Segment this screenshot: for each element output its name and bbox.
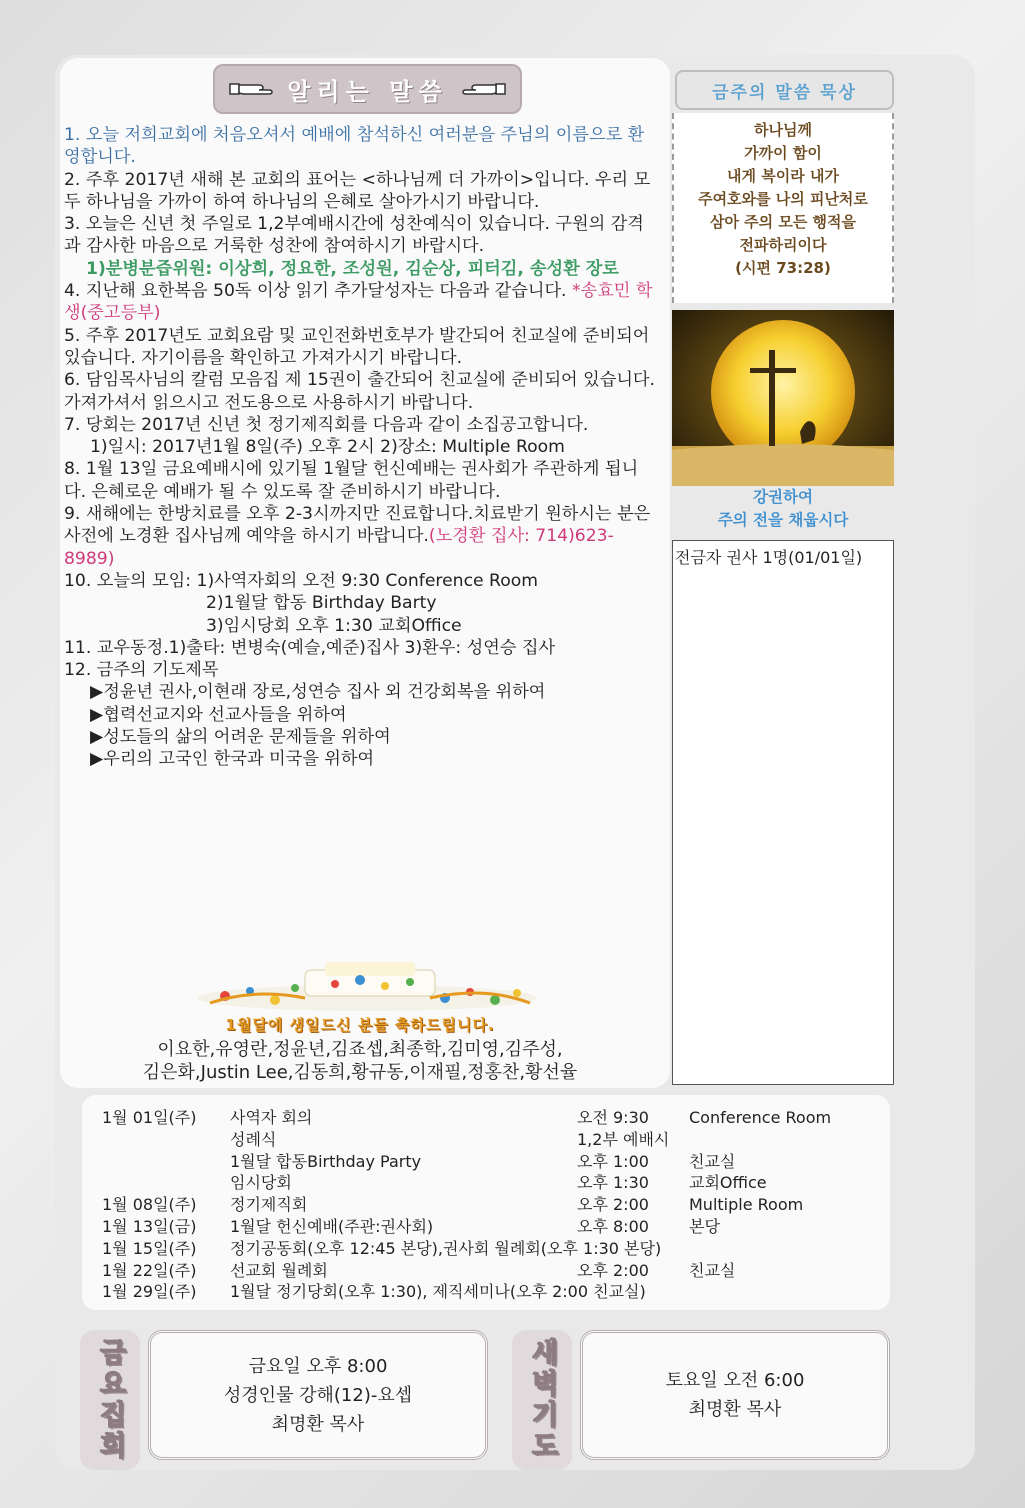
friday-service-label-text: 금요집회	[94, 1338, 126, 1462]
notice-item-9-contact: (노경환 집사: 714)623-8989)	[64, 526, 614, 569]
schedule-event: 성례식	[230, 1129, 277, 1149]
notice-item-12: 12. 금주의 기도제목	[64, 660, 219, 681]
birthday-names-line-1: 이요한,유영란,정윤년,김죠셉,최종학,김미영,김주성,	[157, 1039, 563, 1060]
schedule-place: 친교실	[689, 1260, 736, 1280]
notice-item-9-text: 9. 새해에는 한방치료를 오후 2-3시까지만 진료합니다.치료받기 원하시는 분은 사전에 노경환 집사님께 예약을 하시기 바랍니다.	[64, 504, 651, 547]
schedule-row	[82, 1194, 890, 1216]
prayer-item-4: ▶우리의 고국인 한국과 미국을 위하여	[90, 749, 375, 770]
notice-title: 알리는 말씀	[287, 77, 448, 106]
schedule-time: 오후 1:00	[577, 1151, 649, 1171]
schedule-time: 오후 2:00	[577, 1195, 649, 1215]
schedule-event: 선교회 월례회	[230, 1260, 328, 1280]
schedule-time: 오전 9:30	[577, 1108, 649, 1127]
verse-line: 전파하리이다	[739, 236, 827, 254]
notice-item-4-highlight: *송효민 학생(중고등부)	[64, 281, 653, 324]
schedule-row	[82, 1172, 890, 1194]
notice-item-7-sub: 1)일시: 2017년1월 8일(주) 오후 2시 2)장소: Multiple Room	[90, 437, 565, 458]
schedule-time: 오후 1:30	[577, 1173, 649, 1193]
verse-line: 가까이 함이	[744, 144, 822, 162]
schedule-event: 1월달 정기당회(오후 1:30), 제직세미나(오후 2:00 친교실)	[230, 1282, 646, 1302]
notice-item-3-sub: 1)분병분즙위원: 이상희, 정요한, 조성원, 김순상, 피터김, 송성환 장로	[86, 258, 619, 279]
cross-sunset-image	[672, 310, 894, 486]
schedule-place: 교회Office	[689, 1173, 767, 1193]
notice-item-2: 2. 주후 2017년 새해 본 교회의 표어는 <하나님께 더 가까이>입니다. 우리 모두 하나님을 가까이 하여 하나님의 은혜로 살아가시기 바랍니다.	[64, 169, 651, 212]
schedule-time: 오후 2:00	[577, 1260, 649, 1280]
birthday-names	[60, 1038, 660, 1084]
friday-service-speaker: 최명환 목사	[271, 1413, 365, 1435]
notice-item-1: 1. 오늘 저희교회에 처음오셔서 예배에 참석하신 여러분을 주님의 이름으로 환영합니다.	[64, 125, 645, 168]
schedule-date: 1월 29일(주)	[102, 1282, 197, 1302]
prayer-item-3: ▶성도들의 삶의 어려운 문제들을 위하여	[90, 727, 391, 748]
dawn-prayer-box	[580, 1330, 890, 1460]
friday-service-time: 금요일 오후 8:00	[248, 1355, 388, 1377]
notice-item-9	[64, 503, 658, 570]
notice-item-10-b: 2)1월달 합동 Birthday Barty	[206, 593, 437, 614]
schedule-date: 1월 08일(주)	[102, 1195, 197, 1215]
schedule-row	[82, 1260, 890, 1282]
schedule-event: 정기공동회(오후 12:45 본당),권사회 월례회(오후 1:30 본당)	[230, 1238, 662, 1258]
schedule-date: 1월 13일(금)	[102, 1217, 197, 1236]
notice-item-3: 3. 오늘은 신년 첫 주일로 1,2부예배시간에 성찬예식이 있습니다. 구원의 감격과 감사한 마음으로 거룩한 성찬에 참여하시기 바랍시다.	[64, 214, 644, 257]
schedule-event: 1월달 헌신예배(주관:권사회)	[230, 1217, 434, 1236]
schedule-date: 1월 01일(주)	[102, 1108, 197, 1127]
birthday-title: 1월달에 생일드신 분들 축하드립니다.	[225, 1016, 495, 1034]
dawn-prayer-label-text: 새벽기도	[526, 1338, 558, 1462]
notice-item-10: 10. 오늘의 모임: 1)사역자회의 오전 9:30 Conference Room	[64, 570, 539, 591]
notice-item-5: 5. 주후 2017년도 교회요람 및 교인전화번호부가 발간되어 친교실에 준비되어 있습니다. 자기이름을 확인하고 가져가시기 바랍니다.	[64, 325, 650, 368]
verse-line: 하나님께	[754, 121, 812, 139]
schedule-event: 정기제직회	[230, 1195, 308, 1215]
schedule-place: Conference Room	[689, 1108, 832, 1127]
verse-line: 삼아 주의 모든 행적을	[709, 213, 857, 231]
dawn-prayer-speaker: 최명환 목사	[688, 1399, 782, 1420]
pointing-hand-right-icon	[229, 78, 273, 100]
verse-line: 내게 복이라 내가	[727, 167, 839, 185]
schedule-event: 1월달 합동Birthday Party	[230, 1151, 422, 1171]
birthday-cake-illustration	[195, 958, 540, 1013]
notice-item-8: 8. 1월 13일 금요예배시에 있기될 1월달 헌신예배는 권사회가 주관하게 됩니다. 은혜로운 예배가 될 수 있도록 잘 준비하시기 바랍니다.	[64, 459, 639, 502]
prayer-item-1: ▶정윤년 권사,이현래 장로,성연승 집사 외 건강회복을 위하여	[90, 682, 546, 703]
church-slogan	[672, 486, 894, 536]
notice-list	[64, 124, 658, 771]
schedule-event: 사역자 회의	[230, 1108, 313, 1127]
offering-box	[672, 540, 894, 1085]
schedule-date: 1월 15일(주)	[102, 1238, 197, 1258]
birthday-names-line-2: 김은화,Justin Lee,김동희,황규동,이재필,정홍찬,황선율	[142, 1062, 578, 1083]
verse-reference: (시편 73:28)	[735, 259, 831, 277]
verse-box	[672, 113, 894, 303]
monthly-schedule	[82, 1095, 890, 1310]
schedule-event: 임시당회	[230, 1173, 292, 1193]
schedule-place: 친교실	[689, 1151, 736, 1171]
notice-item-6: 6. 담임목사님의 칼럼 모음집 제 15권이 출간되어 친교실에 준비되어 있습니다. 가져가셔서 읽으시고 전도용으로 사용하시기 바랍니다.	[64, 370, 655, 413]
notice-header	[213, 64, 522, 114]
schedule-row	[82, 1107, 890, 1129]
friday-service-topic: 성경인물 강해(12)-요셉	[223, 1384, 413, 1406]
slogan-line-2: 주의 전을 채웁시다	[717, 511, 849, 529]
schedule-row	[82, 1151, 890, 1173]
meditation-header: 금주의 말씀 묵상	[675, 70, 894, 110]
schedule-row	[82, 1281, 890, 1303]
offering-entry: 전금자 권사 1명(01/01일)	[675, 548, 863, 567]
schedule-row	[82, 1216, 890, 1238]
friday-service-box	[148, 1330, 488, 1460]
pointing-hand-left-icon	[462, 78, 506, 100]
schedule-row	[82, 1238, 890, 1260]
verse-line: 주여호와를 나의 피난처로	[698, 190, 868, 208]
schedule-date: 1월 22일(주)	[102, 1260, 197, 1280]
slogan-line-1: 강권하여	[753, 488, 813, 506]
schedule-time: 1,2부 예배시	[577, 1129, 670, 1149]
schedule-place: 본당	[689, 1217, 720, 1236]
notice-item-4-text: 4. 지난해 요한복음 50독 이상 읽기 추가달성자는 다음과 같습니다.	[64, 281, 567, 302]
notice-item-11: 11. 교우동정.1)출타: 변병숙(예슬,예준)집사 3)환우: 성연승 집사	[64, 637, 556, 658]
schedule-row	[82, 1129, 890, 1151]
prayer-item-2: ▶협력선교지와 선교사들을 위하여	[90, 704, 347, 725]
schedule-place: Multiple Room	[689, 1195, 804, 1215]
notice-item-4	[64, 280, 658, 325]
dawn-prayer-time: 토요일 오전 6:00	[665, 1370, 805, 1391]
schedule-time: 오후 8:00	[577, 1217, 649, 1236]
dawn-prayer-label	[512, 1330, 572, 1470]
notice-item-10-c: 3)임시당회 오후 1:30 교회Office	[206, 615, 462, 636]
friday-service-label	[80, 1330, 140, 1470]
notice-item-7: 7. 당회는 2017년 신년 첫 정기제직회를 다음과 같이 소집공고합니다.	[64, 414, 589, 435]
